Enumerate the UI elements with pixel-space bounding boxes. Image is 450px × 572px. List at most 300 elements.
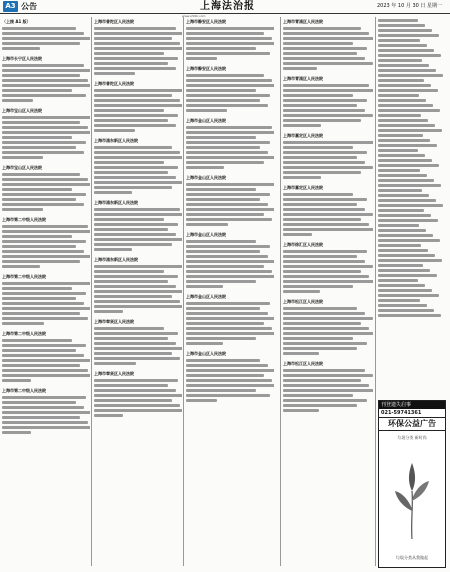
notice-text-line [94, 342, 176, 345]
notice-text-line [94, 42, 180, 45]
notice-text-line [94, 89, 182, 92]
notice-text-line [378, 19, 418, 22]
notice-text-line [94, 389, 176, 392]
notice-text-line [283, 89, 373, 92]
notice-text-line [94, 129, 135, 132]
notice-text-line [94, 37, 172, 40]
notice-court-title: 上海市宝山区人民法院 [2, 108, 42, 113]
court-notice [2, 165, 90, 211]
notice-text-line [186, 265, 264, 268]
notice-text-line [186, 166, 224, 169]
notice-text-line [2, 79, 88, 82]
notice-text-line [186, 37, 272, 40]
notice-text-line [283, 119, 361, 122]
notice-text-line [94, 146, 172, 149]
notice-text-line [94, 223, 178, 226]
notice-text-line [2, 126, 88, 129]
column-divider [280, 17, 281, 566]
notice-text-line [186, 389, 256, 392]
notice-text-line [186, 193, 270, 196]
notice-text-line [378, 129, 442, 132]
notice-text-line [2, 421, 88, 424]
column-divider [375, 17, 376, 566]
notice-text-line [2, 74, 80, 77]
notice-court-title: （上接 A1 版） [2, 19, 31, 24]
notice-text-line [378, 149, 418, 152]
notice-court-title: 上海市第二中级人民法院 [2, 388, 46, 393]
ad-phone: 021-59741361 [379, 409, 445, 418]
notice-text-line [378, 139, 430, 142]
notice-text-line [186, 394, 270, 397]
notice-text-line [94, 94, 172, 97]
notice-text-line [186, 270, 272, 273]
notice-text-line [2, 178, 88, 181]
notice-text-line [186, 332, 274, 335]
notice-text-line [186, 89, 256, 92]
notice-text-line [283, 42, 353, 45]
notice-text-line [283, 32, 369, 35]
notice-text-line [2, 64, 84, 67]
notice-text-line [186, 245, 270, 248]
notice-text-line [2, 339, 72, 342]
notice-text-line [2, 245, 76, 248]
notice-text-line [378, 124, 435, 127]
notice-text-line [378, 194, 429, 197]
court-notice [94, 81, 182, 132]
notice-text-line [283, 270, 361, 273]
notice-text-line [186, 136, 256, 139]
notice-text-line [378, 79, 424, 82]
notice-text-line [378, 224, 419, 227]
notice-text-line [94, 114, 178, 117]
notice-text-line [2, 255, 90, 258]
notice-text-line [378, 254, 435, 257]
court-notice [283, 133, 373, 179]
notice-text-line [283, 176, 321, 179]
notice-text-line [378, 69, 436, 72]
notice-text-line [186, 369, 274, 372]
notice-text-line [378, 44, 427, 47]
notice-text-line [378, 199, 436, 202]
notice-text-line [283, 265, 373, 268]
notice-text-line [94, 347, 182, 350]
page-header [0, 0, 450, 14]
notice-text-line [378, 154, 425, 157]
notice-text-line [283, 317, 373, 320]
court-notice [94, 200, 182, 251]
notice-text-line [186, 275, 274, 278]
notice-text-line [378, 219, 438, 222]
court-notice [186, 118, 274, 169]
court-notice [283, 76, 373, 127]
notice-text-line [94, 238, 182, 241]
notice-text-line [186, 223, 228, 226]
notice-text-line [94, 275, 178, 278]
notice-text-line [94, 285, 176, 288]
notice-text-line [378, 299, 420, 302]
page-badge: A3 [3, 1, 18, 12]
notice-text-line [94, 379, 178, 382]
notice-text-line [283, 99, 367, 102]
ad-box [378, 400, 446, 568]
notice-text-line [94, 166, 178, 169]
court-notice [283, 242, 373, 293]
notice-text-line [2, 121, 80, 124]
notice-court-title: 上海市松江区人民法院 [283, 361, 323, 366]
notice-text-line [378, 64, 429, 67]
notice-text-line [186, 161, 264, 164]
notice-text-line [378, 59, 422, 62]
notice-text-line [2, 307, 90, 310]
notice-text-line [378, 49, 434, 52]
notice-court-title: 上海市浦东新区人民法院 [94, 138, 138, 143]
notice-text-line [94, 119, 168, 122]
notice-text-line [2, 349, 76, 352]
notice-court-title: 上海市浦东新区人民法院 [94, 257, 138, 262]
notice-text-line [186, 302, 270, 305]
notice-text-line [94, 327, 164, 330]
notice-text-line [283, 255, 357, 258]
notice-text-line [2, 151, 84, 154]
notice-text-line [2, 431, 31, 434]
ad-title: 环保公益广告 [379, 418, 445, 431]
notice-court-title: 上海市宝山区人民法院 [2, 165, 42, 170]
court-notice [186, 232, 274, 288]
notice-text-line [378, 259, 442, 262]
court-notice [2, 56, 90, 102]
notice-text-line [2, 198, 76, 201]
notice-text-line [378, 109, 440, 112]
notice-text-line [283, 337, 353, 340]
notice-text-line [94, 171, 168, 174]
notice-text-line [378, 234, 433, 237]
notice-text-line [283, 114, 373, 117]
notice-text-line [2, 32, 84, 35]
notice-text-line [2, 188, 72, 191]
notice-text-line [283, 67, 317, 70]
notice-text-line [2, 146, 76, 149]
ad-head: 刊登遗失启事 [379, 401, 445, 409]
notice-text-line [94, 332, 178, 335]
notice-text-line [378, 264, 423, 267]
notice-text-line [378, 89, 438, 92]
notice-text-line [186, 151, 268, 154]
notice-text-line [2, 411, 90, 414]
notice-text-line [2, 322, 44, 325]
site-url: www.shfzb.com [182, 14, 206, 18]
notice-text-line [186, 218, 272, 221]
column-divider [183, 17, 184, 566]
notice-court-title: 上海市静安区人民法院 [186, 66, 226, 71]
notice-text-line [378, 304, 427, 307]
notice-court-title: 上海市金山区人民法院 [186, 351, 226, 356]
notice-text-line [186, 307, 260, 310]
notice-text-line [94, 352, 172, 355]
court-notice [186, 175, 274, 226]
notice-text-line [94, 228, 168, 231]
notice-court-title: 上海市普陀区人民法院 [94, 19, 134, 24]
notice-text-line [2, 364, 80, 367]
notice-text-line [186, 109, 227, 112]
notice-text-line [2, 401, 76, 404]
notice-text-line [283, 228, 373, 231]
notice-text-line [186, 384, 274, 387]
notice-text-line [283, 312, 365, 315]
notice-text-line [283, 124, 321, 127]
notice-court-title: 上海市长宁区人民法院 [2, 56, 42, 61]
notice-text-line [283, 384, 369, 387]
notice-text-line [283, 146, 353, 149]
notice-text-line [94, 384, 168, 387]
notice-text-line [186, 52, 270, 55]
notice-text-line [186, 337, 256, 340]
notice-text-line [186, 364, 268, 367]
notice-text-line [378, 184, 441, 187]
notice-text-line [378, 279, 418, 282]
notice-court-title: 上海市嘉定区人民法院 [283, 185, 323, 190]
notice-text-line [2, 292, 86, 295]
notice-text-line [378, 314, 441, 317]
notice-text-line [94, 310, 123, 313]
court-notice [2, 217, 90, 268]
court-notice [2, 331, 90, 382]
notice-text-line [2, 302, 84, 305]
column-divider [91, 17, 92, 566]
notice-text-line [283, 275, 369, 278]
notice-text-line [2, 265, 40, 268]
notice-text-line [94, 265, 182, 268]
notice-text-line [94, 404, 180, 407]
notice-text-line [94, 191, 132, 194]
notice-text-line [378, 134, 423, 137]
notice-text-line [2, 203, 84, 206]
notice-text-line [94, 218, 164, 221]
notice-text-line [283, 37, 373, 40]
notice-text-line [94, 233, 176, 236]
notice-text-line [283, 285, 353, 288]
notice-text-line [283, 52, 357, 55]
notice-text-line [2, 250, 84, 253]
notice-text-line [283, 104, 357, 107]
notice-text-line [186, 399, 217, 402]
notice-text-line [378, 54, 441, 57]
notice-text-line [283, 151, 367, 154]
notice-court-title: 上海市青浦区人民法院 [283, 19, 323, 24]
notice-text-line [94, 300, 180, 303]
notice-text-line [283, 394, 353, 397]
notice-text-line [2, 208, 43, 211]
notice-text-line [94, 47, 182, 50]
notice-text-line [2, 136, 72, 139]
court-notice [94, 138, 182, 194]
court-notice [283, 19, 373, 70]
notice-text-line [378, 274, 437, 277]
notice-text-line [283, 233, 312, 236]
notice-text-line [186, 379, 272, 382]
court-notice [186, 294, 274, 345]
notice-text-line [283, 57, 365, 60]
notice-text-line [2, 369, 88, 372]
notice-text-line [378, 24, 425, 27]
notice-text-line [378, 284, 425, 287]
notice-text-line [378, 229, 426, 232]
notice-text-line [283, 208, 365, 211]
notice-court-title: 上海市第二中级人民法院 [2, 331, 46, 336]
notice-text-line [2, 359, 90, 362]
notice-text-line [186, 188, 256, 191]
notice-text-line [2, 235, 72, 238]
notice-text-line [2, 42, 80, 45]
notice-text-line [283, 260, 365, 263]
notice-text-line [94, 67, 176, 70]
notice-text-line [378, 289, 432, 292]
notice-text-line [2, 317, 88, 320]
notice-court-title: 上海市静安区人民法院 [186, 19, 226, 24]
notice-court-title: 上海市松江区人民法院 [283, 299, 323, 304]
notice-text-line [283, 389, 373, 392]
notice-text-line [2, 173, 80, 176]
notice-court-title: 上海市奉贤区人民法院 [94, 319, 134, 324]
notice-text-line [378, 179, 434, 182]
section-title: 公告 [21, 2, 37, 11]
court-notice [186, 19, 274, 60]
notice-column [186, 17, 274, 566]
ink-plant-illustration [387, 451, 437, 541]
notice-text-line [378, 144, 437, 147]
notice-text-line [378, 84, 431, 87]
notice-text-line [186, 141, 270, 144]
notice-text-line [94, 394, 182, 397]
notice-text-line [94, 305, 182, 308]
notice-text-line [2, 416, 80, 419]
notice-text-line [378, 104, 433, 107]
notice-text-line [2, 312, 80, 315]
notice-column [283, 17, 373, 566]
notice-court-title: 上海市金山区人民法院 [186, 175, 226, 180]
notice-text-line [283, 203, 357, 206]
notice-text-line [378, 239, 440, 242]
court-notice [2, 274, 90, 325]
notice-text-line [94, 280, 168, 283]
notice-text-line [283, 280, 373, 283]
notice-text-line [186, 374, 264, 377]
notice-text-line [94, 399, 172, 402]
ad-footer-text: 垃圾分类从我做起 [396, 555, 428, 560]
notice-court-title: 上海市普陀区人民法院 [94, 81, 134, 86]
notice-text-line [2, 379, 31, 382]
notice-text-line [2, 94, 86, 97]
notice-court-title: 上海市第二中级人民法院 [2, 274, 46, 279]
notice-text-line [186, 327, 272, 330]
notice-court-title: 上海市青浦区人民法院 [283, 76, 323, 81]
notice-text-line [186, 156, 274, 159]
notice-court-title: 上海市金山区人民法院 [186, 232, 226, 237]
notice-text-line [2, 396, 86, 399]
notice-text-line [94, 52, 164, 55]
notice-text-line [2, 141, 86, 144]
notice-text-line [378, 164, 439, 167]
notice-text-line [94, 362, 136, 365]
notice-court-title: 上海市嘉定区人民法院 [283, 133, 323, 138]
notice-text-line [186, 280, 256, 283]
notice-text-line [2, 225, 88, 228]
court-notice [186, 351, 274, 402]
court-notice [2, 108, 90, 159]
notice-court-title: 上海市金山区人民法院 [186, 118, 226, 123]
notice-text-line [283, 198, 367, 201]
notice-text-line [186, 285, 223, 288]
notice-text-line [283, 94, 353, 97]
notice-text-line [2, 260, 80, 263]
notice-text-line [94, 248, 132, 251]
notice-text-line [378, 294, 439, 297]
notice-text-line [2, 99, 33, 102]
notice-text-line [94, 409, 182, 412]
notice-text-line [378, 169, 420, 172]
notice-text-line [186, 104, 268, 107]
notice-court-title: 上海市徐汇区人民法院 [283, 242, 323, 247]
notice-text-line [94, 208, 180, 211]
notice-text-line [283, 62, 373, 65]
notice-text-line [94, 176, 176, 179]
notice-text-line [283, 347, 357, 350]
court-notice [283, 185, 373, 236]
notice-text-line [186, 359, 260, 362]
notice-text-line [2, 37, 90, 40]
notice-text-line [186, 57, 217, 60]
notice-text-line [94, 151, 180, 154]
notice-text-line [94, 290, 182, 293]
notice-text-line [283, 409, 319, 412]
court-notice [94, 319, 182, 365]
notice-text-line [2, 193, 86, 196]
notice-text-line [283, 404, 357, 407]
notice-text-line [94, 414, 123, 417]
masthead: 上海法治报 [200, 1, 255, 12]
notice-text-line [94, 32, 182, 35]
notice-text-line [186, 131, 274, 134]
notice-text-line [283, 374, 373, 377]
notice-text-line [94, 109, 164, 112]
notice-text-line [94, 270, 164, 273]
notice-text-line [2, 230, 90, 233]
notice-text-line [283, 342, 367, 345]
notice-text-line [94, 104, 182, 107]
notice-text-line [2, 344, 86, 347]
notice-text-line [283, 218, 361, 221]
court-notice [94, 19, 182, 75]
notice-text-line [186, 99, 260, 102]
notice-column [2, 17, 90, 566]
court-notice [94, 257, 182, 313]
notice-text-line [2, 47, 40, 50]
notice-text-line [378, 119, 428, 122]
notice-text-line [186, 74, 264, 77]
notice-text-line [2, 156, 43, 159]
notice-text-line [283, 171, 361, 174]
notice-text-line [94, 181, 182, 184]
notice-text-line [94, 62, 168, 65]
notice-text-line [186, 146, 260, 149]
notice-text-line [2, 282, 90, 285]
court-notice [2, 388, 90, 434]
notice-text-line [378, 39, 420, 42]
notice-text-line [378, 214, 431, 217]
dateline: 2023 年 10 月 30 日 星期一 [377, 3, 442, 9]
notice-text-line [283, 223, 369, 226]
notice-text-line [94, 27, 176, 30]
notice-text-line [94, 186, 172, 189]
